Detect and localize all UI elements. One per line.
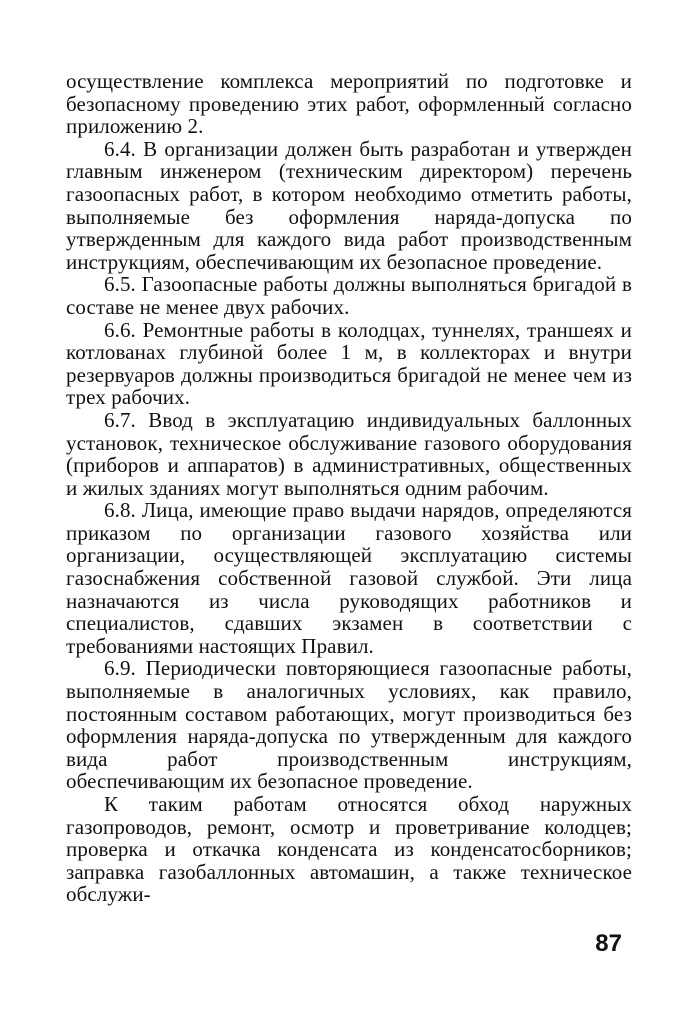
paragraph-such-works: К таким работам относятся обход наружных газопроводов, ремонт, осмотр и проветривание колодцев; проверка и откачка конденсата из конденсатосборников; заправка газобаллонных автомашин, а также техническое обслужи- (66, 792, 632, 907)
paragraph-6-7: 6.7. Ввод в эксплуатацию индивидуальных баллонных установок, техническое обслуживание газового оборудования (приборов и аппаратов) в административных, общественных и жилых зданиях могут выполняться одним рабочим. (66, 407, 632, 500)
paragraph-6-9: 6.9. Периодически повторяющиеся газоопасные работы, выполняемые в аналогичных условиях, как правило, постоянным составом работающих, могут производиться без оформления наряда-допуска по утвержденным для каждого вида работ производственным инструкциям, обеспечивающим их безопасное проведение. (66, 656, 632, 794)
paragraph-continuation: осуществление комплекса мероприятий по подготовке и безопасному проведению этих работ, оформленный согласно приложению 2. (66, 69, 632, 139)
paragraph-6-6: 6.6. Ремонтные работы в колодцах, туннелях, траншеях и котлованах глубиной более 1 м, в коллекторах и внутри резервуаров должны производиться бригадой не менее чем из трех рабочих. (66, 317, 632, 410)
paragraph-6-4: 6.4. В организации должен быть разработан и утвержден главным инженером (техническим директором) перечень газоопасных работ, в котором необходимо отметить работы, выполняемые без оформления наряда-допуска по утвержденным для каждого вида работ производственным инструкциям, обеспечивающим их безопасное проведение. (66, 136, 632, 274)
page-number: 87 (595, 930, 622, 957)
paragraph-6-8: 6.8. Лица, имеющие право выдачи нарядов, определяются приказом по организации газового хозяйства или организации, осуществляющей эксплуатацию системы газоснабжения собственной газовой службой. Эти лица назначаются из числа руководящих работников и специалистов, сдавших экзамен в соответствии с требованиями настоящих Правил. (66, 498, 632, 658)
paragraph-6-5: 6.5. Газоопасные работы должны выполняться бригадой в составе не менее двух рабочих. (66, 272, 632, 319)
document-body (66, 70, 632, 906)
